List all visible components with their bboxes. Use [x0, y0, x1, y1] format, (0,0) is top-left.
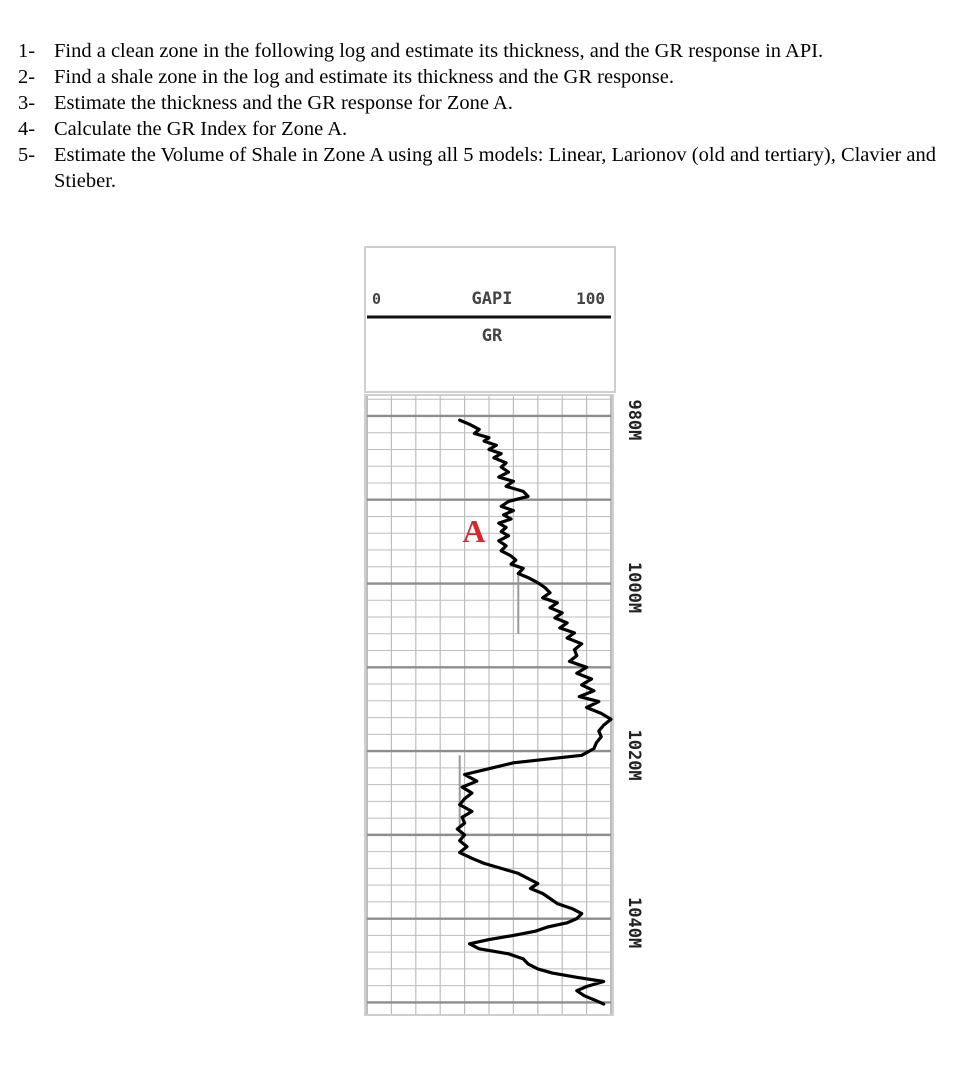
depth-label: 1020M [624, 729, 644, 781]
question-text: Find a shale zone in the log and estimate its thickness and the GR response. [54, 66, 674, 88]
log-header [365, 247, 615, 392]
question-number: 2- [18, 66, 36, 88]
question-text: Calculate the GR Index for Zone A. [54, 118, 348, 140]
question-number: 1- [18, 40, 36, 62]
scale-left: 0 [372, 290, 382, 308]
zone-a-label: A [462, 513, 486, 549]
depth-label: 1040M [624, 897, 644, 949]
question-text: Find a clean zone in the following log and estimate its thickness, and the GR response in API. [54, 40, 824, 62]
header-box [365, 247, 615, 392]
scale-right: 100 [576, 289, 605, 308]
depth-label: 980M [624, 399, 644, 441]
curve-name: GR [481, 326, 503, 346]
question-number: 3- [18, 92, 36, 114]
question-text: Estimate the Volume of Shale in Zone A using all 5 models: Linear, Larionov (old and tertiary), Clavier and Stieber. [54, 144, 937, 192]
gr-curve [457, 420, 611, 1004]
question-text: Estimate the thickness and the GR response for Zone A. [54, 92, 513, 114]
question-number: 4- [18, 118, 36, 140]
question-number: 5- [18, 144, 36, 166]
scale-units: GAPI [471, 289, 513, 309]
log-grid [365, 395, 613, 1015]
depth-label: 1000M [624, 561, 644, 614]
depth-track [624, 399, 644, 948]
